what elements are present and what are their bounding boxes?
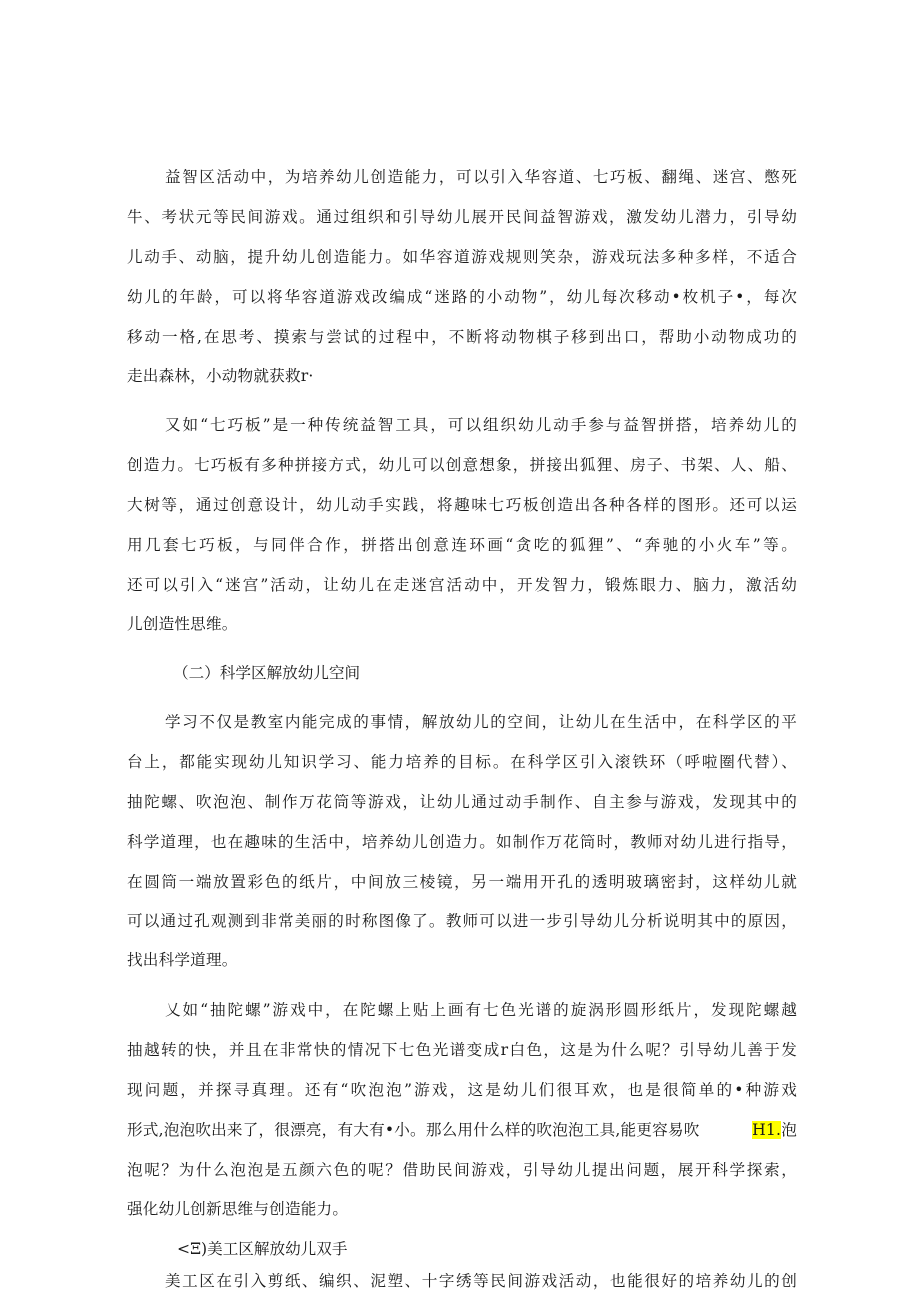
text-line: 乂如“抽陀螺”游戏中，在陀螺上贴上画有七色光谱的旋涡形圆形纸片，发现陀螺越: [165, 1001, 797, 1019]
text-fragment: 形式,泡泡吹出来了，很漂亮，有大有•小。那么用什么样的吹泡泡工具,能更容易吹: [127, 1121, 700, 1139]
text-line: 抽陀螺、吹泡泡、制作万花筒等游戏，让幼儿通过动手制作、自主参与游戏，发现其中的: [127, 793, 797, 811]
section-heading: <Ξ)美工区解放幼儿双手: [177, 1240, 348, 1258]
text-line: 大树等，通过创意设计，幼儿动手实践，将趣味七巧板创造出各种各样的图形。还可以运: [127, 496, 797, 514]
text-line: 在圆筒一端放置彩色的纸片，中间放三棱镜，另一端用开孔的透明玻璃密封，这样幼儿就: [127, 873, 797, 891]
text-line: 创造力。七巧板有多种拼接方式，幼儿可以创意想象，拼接出狐狸、房子、书架、人、船、: [127, 456, 797, 474]
text-line: 现问题，并探寻真理。还有“吹泡泡”游戏，这是幼儿们很耳欢，也是很简单的•种游戏: [127, 1081, 797, 1099]
text-line: 强化幼儿创新思维与创造能力。: [127, 1200, 349, 1218]
text-line: 儿创造性思维。: [127, 615, 238, 633]
text-line: 美工区在引入剪纸、编织、泥塑、十字绣等民间游戏活动，也能很好的培养幼儿的创: [165, 1272, 797, 1290]
text-line: 科学道理，也在趣味的生活中，培养幼儿创造力。如制作万花筒时，教师对幼儿进行指导，: [127, 833, 797, 851]
highlight-mark: [752, 1113, 797, 1147]
text-line: 幼儿的年龄，可以将华容道游戏改编成“迷路的小动物”，幼儿每次移动•枚机子•，每次: [127, 288, 797, 306]
text-fragment: 泡: [781, 1121, 797, 1139]
section-heading: （二）科学区解放幼儿空间: [173, 664, 361, 682]
text-line: 可以通过孔观测到非常美丽的时称图像了。教师可以进一步引导幼儿分析说明其中的原因，: [127, 912, 797, 930]
text-line: 走出森林，小动物就获救r·: [127, 367, 314, 385]
text-line: 学习不仅是教室内能完成的事情，解放幼儿的空间，让幼儿在生活中，在科学区的平: [165, 713, 797, 731]
text-line: 牛、考状元等民间游戏。通过组织和引导幼儿展开民间益智游戏，激发幼儿潜力，引导幼: [127, 208, 797, 226]
text-line: 找出科学道理。: [127, 951, 238, 969]
text-line: 台上，都能实现幼儿知识学习、能力培养的目标。在科学区引入滚铁环（呼啦圈代替）、: [127, 753, 797, 771]
text-line: 儿动手、动脑，提升幼儿创造能力。如华容道游戏规则笑杂，游戏玩法多种多样，不适合: [127, 248, 797, 266]
highlighted-text: H1.: [752, 1121, 782, 1139]
text-line: 泡呢？为什么泡泡是五颜六色的呢？借助民间游戏，引导幼儿提出问题，展开科学探索，: [127, 1161, 797, 1179]
text-line: 益智区活动中，为培养幼儿创造能力，可以引入华容道、七巧板、翻绳、迷宫、憋死: [165, 168, 797, 186]
text-line: 又如“七巧板”是一种传统益智工具，可以组织幼儿动手参与益智拼搭，培养幼儿的: [165, 416, 797, 434]
text-line: 用几套七巧板，与同伴合作，拼搭出创意连环画“贪吃的狐狸”、“奔驰的小火车”等。: [127, 536, 797, 554]
text-line: 还可以引入“迷宫”活动，让幼儿在走迷宫活动中，开发智力，锻炼眼力、脑力，激活幼: [127, 576, 797, 594]
text-line: 抽越转的快，并且在非常快的情况下七色光谱变成r白色，这是为什么呢？引导幼儿善于发: [127, 1041, 797, 1059]
text-line-with-highlight: [127, 1113, 797, 1147]
text-line: 移动一格,在思考、摸索与尝试的过程中，不断将动物棋子移到出口，帮助小动物成功的: [127, 328, 797, 346]
